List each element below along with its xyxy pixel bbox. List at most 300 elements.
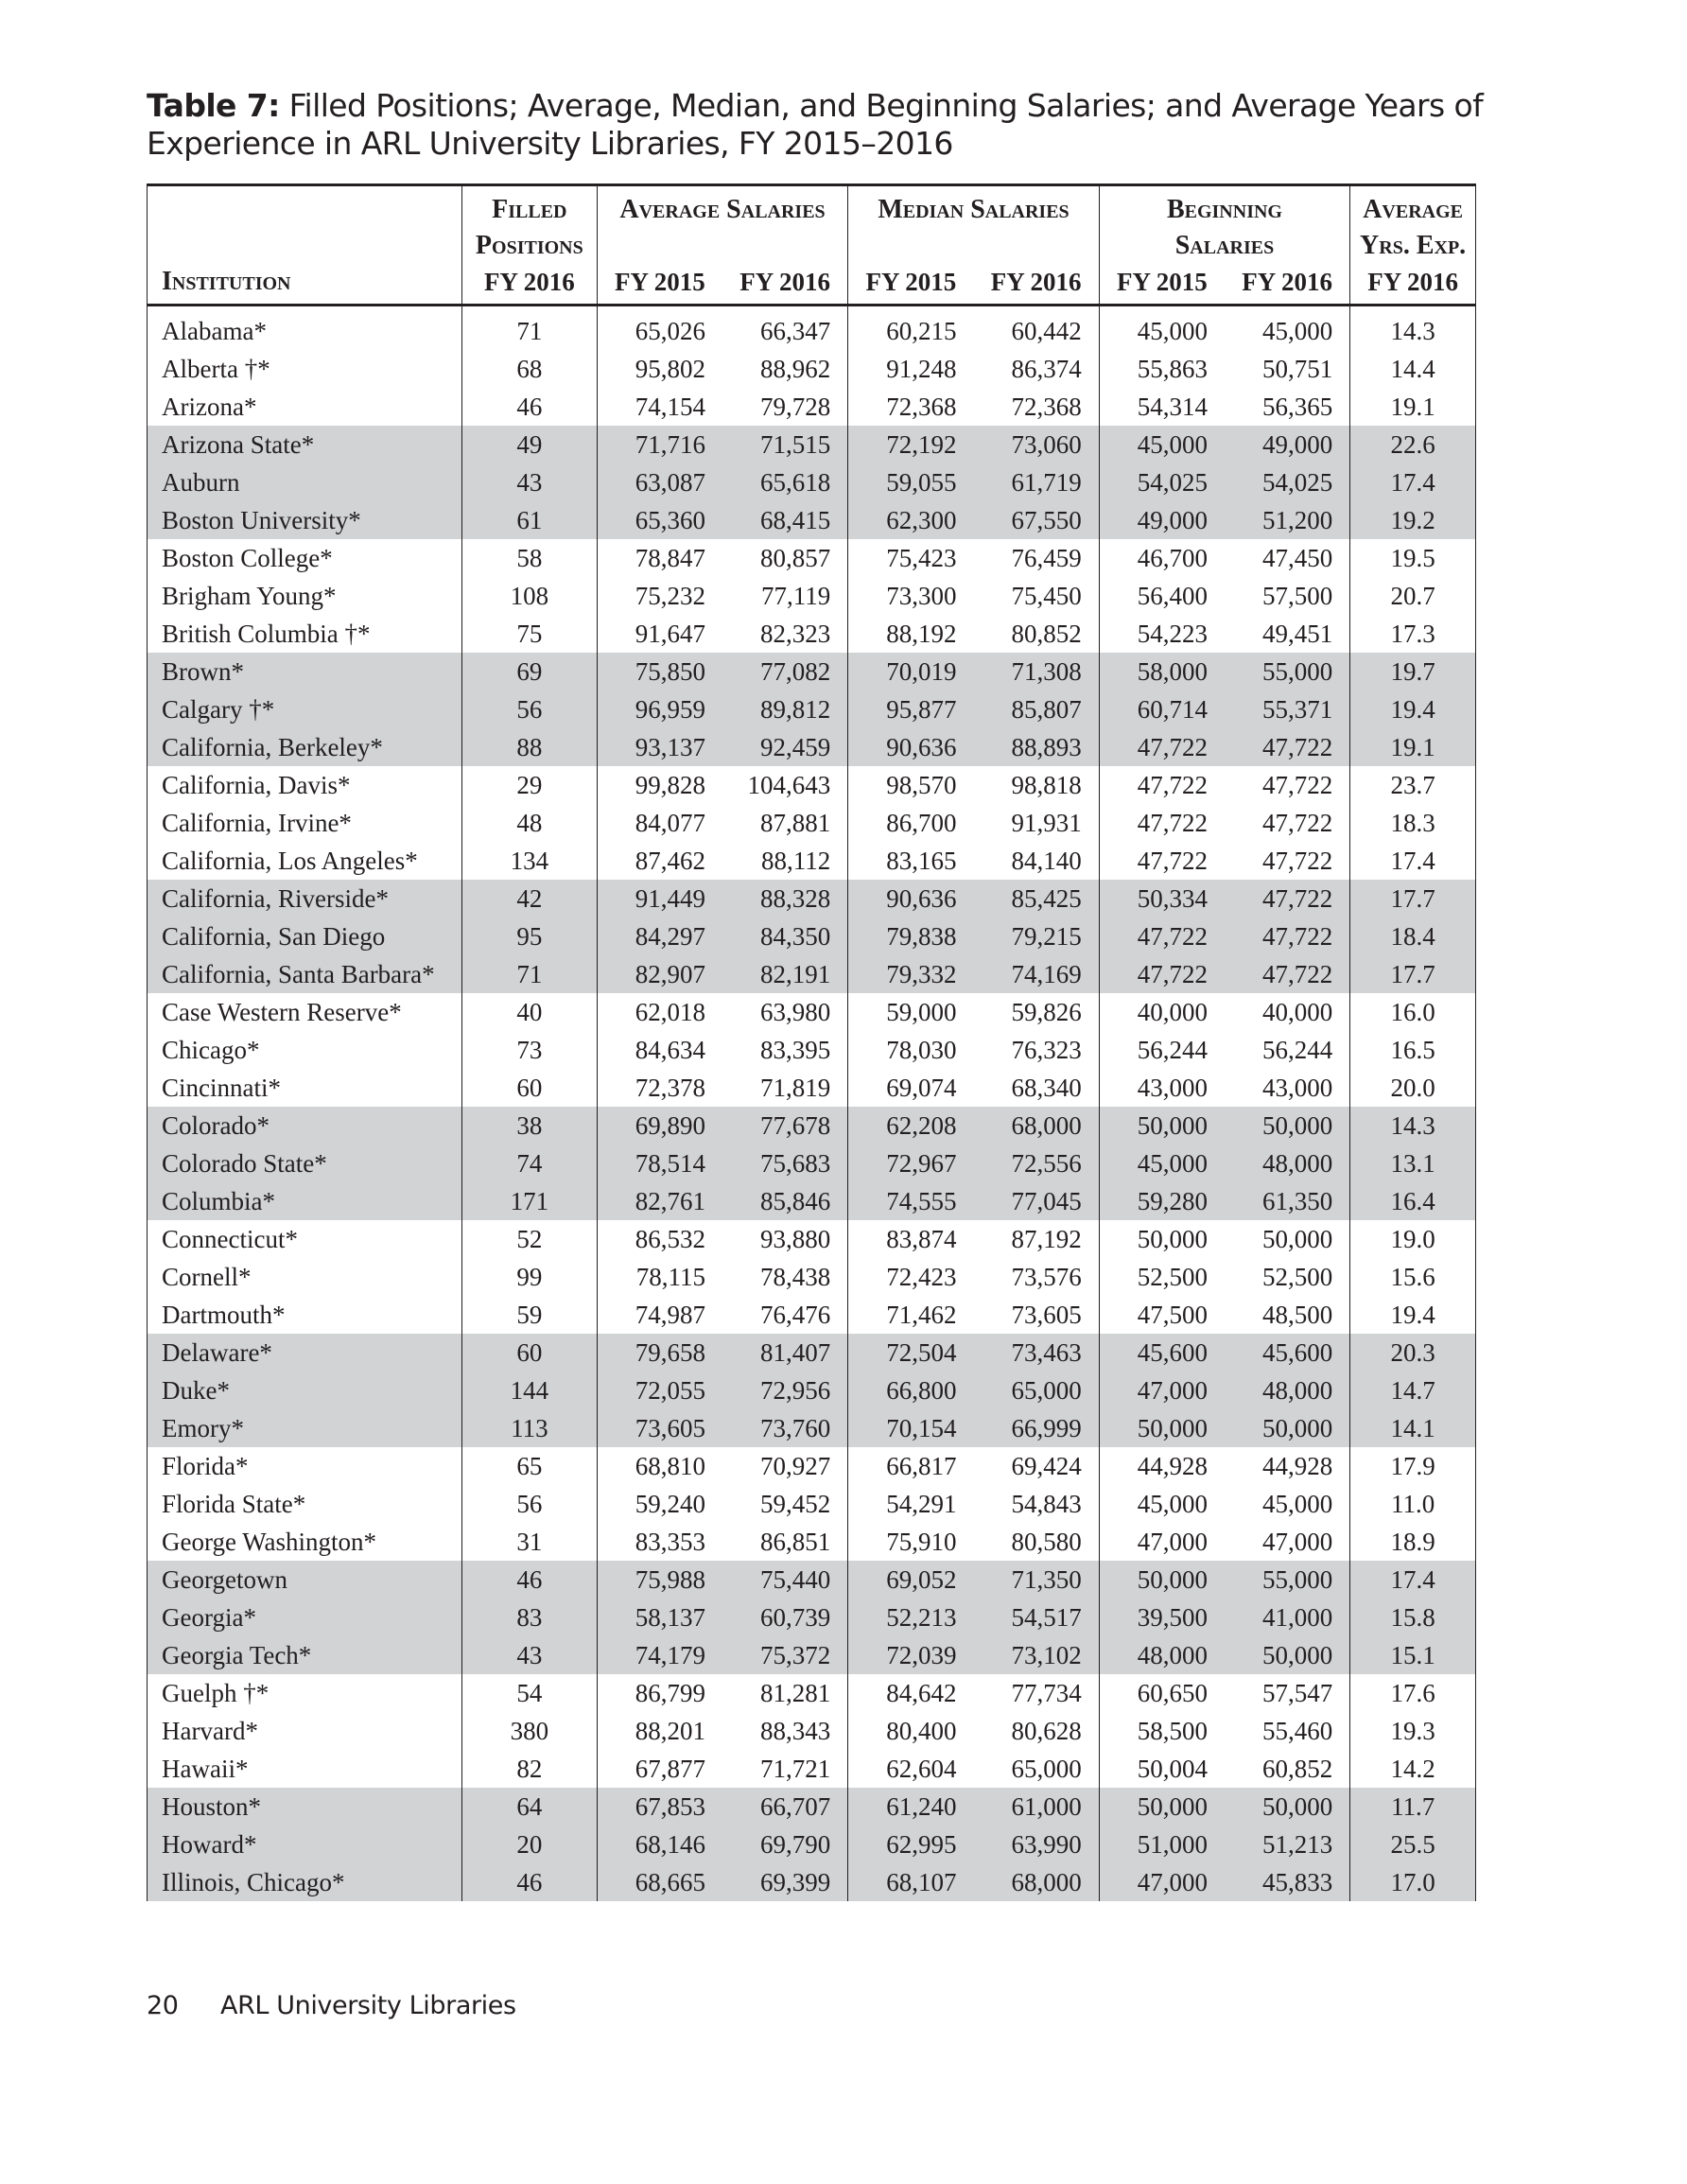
cell-avg-salary-2015: 87,462 <box>597 842 722 880</box>
cell-median-salary-2016: 67,550 <box>974 501 1100 539</box>
cell-beginning-salary-2016: 41,000 <box>1225 1599 1350 1636</box>
cell-avg-years-exp: 17.3 <box>1350 615 1476 653</box>
cell-institution: California, Irvine* <box>148 804 462 842</box>
cell-median-salary-2015: 62,604 <box>848 1750 974 1788</box>
cell-institution: California, Santa Barbara* <box>148 955 462 993</box>
table-row <box>148 1220 1476 1258</box>
table-row <box>148 577 1476 615</box>
cell-median-salary-2016: 73,576 <box>1011 1263 1082 1291</box>
cell-avg-salary-2016: 68,415 <box>722 501 848 539</box>
header-avg-fy2015: FY 2015 <box>597 264 722 306</box>
cell-median-salary-2016: 80,852 <box>1011 620 1082 648</box>
cell-median-salary-2015: 84,642 <box>848 1674 974 1712</box>
header-beg-fy2016: FY 2016 <box>1225 264 1350 306</box>
cell-beginning-salary-2015: 56,244 <box>1099 1031 1225 1069</box>
table-row <box>148 312 1476 350</box>
cell-avg-years-exp: 11.0 <box>1350 1485 1476 1523</box>
spacer-row <box>148 306 1476 313</box>
table-row <box>148 1826 1476 1863</box>
cell-institution: Calgary †* <box>148 690 462 728</box>
cell-avg-years-exp: 19.7 <box>1350 653 1476 690</box>
cell-beginning-salary-2015: 47,000 <box>1099 1523 1225 1561</box>
cell-avg-years-exp: 13.1 <box>1350 1144 1476 1182</box>
cell-avg-salary-2015: 82,907 <box>597 955 722 993</box>
cell-beginning-salary-2015: 47,722 <box>1099 917 1225 955</box>
cell-median-salary-2016: 73,102 <box>974 1636 1100 1674</box>
cell-beginning-salary-2016: 57,547 <box>1261 1679 1333 1707</box>
table-row <box>148 539 1476 577</box>
cell-median-salary-2015: 70,154 <box>848 1409 974 1447</box>
cell-avg-salary-2016: 88,962 <box>760 355 831 383</box>
cell-filled-positions: 60 <box>461 1334 597 1372</box>
table-row <box>148 690 1476 728</box>
cell-median-salary-2015: 69,052 <box>848 1561 974 1599</box>
table-row <box>148 1863 1476 1901</box>
cell-beginning-salary-2015: 50,000 <box>1099 1220 1225 1258</box>
cell-avg-salary-2015: 86,799 <box>597 1674 722 1712</box>
table-caption <box>147 87 1527 163</box>
cell-avg-years-exp: 18.3 <box>1350 804 1476 842</box>
cell-filled-positions: 46 <box>461 1561 597 1599</box>
header-avg-fy2016: FY 2016 <box>722 264 848 306</box>
cell-beginning-salary-2016: 51,213 <box>1225 1826 1350 1863</box>
cell-avg-years-exp: 18.9 <box>1350 1523 1476 1561</box>
header-median-blank <box>848 228 1099 264</box>
table-row <box>148 1296 1476 1334</box>
cell-median-salary-2015: 69,074 <box>848 1069 974 1107</box>
cell-median-salary-2015: 61,240 <box>848 1788 974 1826</box>
cell-institution: Alberta †* <box>148 350 462 388</box>
cell-beginning-salary-2016: 47,722 <box>1225 955 1350 993</box>
cell-beginning-salary-2016: 48,000 <box>1225 1372 1350 1409</box>
cell-avg-salary-2016: 59,452 <box>760 1490 831 1518</box>
cell-filled-positions: 113 <box>461 1409 597 1447</box>
cell-institution: Florida State* <box>148 1485 462 1523</box>
cell-beginning-salary-2016: 57,500 <box>1261 582 1333 610</box>
cell-beginning-salary-2015: 47,500 <box>1099 1296 1225 1334</box>
cell-median-salary-2016: 79,215 <box>974 917 1100 955</box>
cell-filled-positions: 134 <box>461 842 597 880</box>
cell-median-salary-2015: 72,967 <box>848 1144 974 1182</box>
table-row <box>148 1107 1476 1144</box>
cell-median-salary-2015: 71,462 <box>848 1296 974 1334</box>
cell-beginning-salary-2016: 61,350 <box>1225 1182 1350 1220</box>
cell-median-salary-2015: 72,423 <box>848 1258 974 1296</box>
cell-avg-salary-2016: 71,721 <box>760 1755 831 1783</box>
cell-avg-salary-2015: 93,137 <box>597 728 722 766</box>
cell-median-salary-2015: 59,000 <box>848 993 974 1031</box>
cell-filled-positions: 64 <box>461 1788 597 1826</box>
header-filled-line2: Positions <box>461 228 597 264</box>
cell-beginning-salary-2015: 45,000 <box>1099 1485 1225 1523</box>
cell-institution: Arizona* <box>148 388 462 426</box>
cell-filled-positions: 29 <box>461 766 597 804</box>
cell-median-salary-2016: 98,818 <box>1011 771 1082 799</box>
cell-median-salary-2016: 77,045 <box>974 1182 1100 1220</box>
cell-median-salary-2016: 54,843 <box>1011 1490 1082 1518</box>
table-row <box>148 426 1476 463</box>
cell-median-salary-2016: 60,442 <box>1011 317 1082 345</box>
cell-institution: California, Davis* <box>148 766 462 804</box>
cell-median-salary-2015: 66,800 <box>848 1372 974 1409</box>
cell-avg-salary-2016: 86,851 <box>760 1528 831 1556</box>
cell-beginning-salary-2016: 43,000 <box>1261 1074 1333 1102</box>
cell-beginning-salary-2016: 47,450 <box>1261 544 1333 572</box>
cell-avg-salary-2015: 68,810 <box>597 1447 722 1485</box>
cell-median-salary-2015: 79,838 <box>848 917 974 955</box>
cell-avg-salary-2016: 82,191 <box>722 955 848 993</box>
cell-avg-salary-2015: 58,137 <box>597 1599 722 1636</box>
cell-beginning-salary-2015: 49,000 <box>1099 501 1225 539</box>
cell-avg-salary-2016: 83,395 <box>760 1036 831 1064</box>
cell-beginning-salary-2016: 54,025 <box>1225 463 1350 501</box>
cell-filled-positions: 83 <box>461 1599 597 1636</box>
cell-beginning-salary-2015: 47,722 <box>1099 955 1225 993</box>
cell-avg-years-exp: 17.7 <box>1350 955 1476 993</box>
cell-median-salary-2015: 95,877 <box>848 690 974 728</box>
cell-avg-years-exp: 16.5 <box>1350 1031 1476 1069</box>
table-row <box>148 955 1476 993</box>
cell-filled-positions: 380 <box>461 1712 597 1750</box>
cell-avg-salary-2016: 88,328 <box>722 880 848 917</box>
cell-median-salary-2015: 72,504 <box>848 1334 974 1372</box>
cell-avg-salary-2015: 78,847 <box>597 539 722 577</box>
table-row <box>148 615 1476 653</box>
cell-beginning-salary-2016: 47,722 <box>1261 771 1333 799</box>
cell-beginning-salary-2015: 47,722 <box>1099 728 1225 766</box>
cell-avg-salary-2015: 95,802 <box>597 350 722 388</box>
cell-beginning-salary-2015: 52,500 <box>1099 1258 1225 1296</box>
cell-beginning-salary-2016: 55,000 <box>1225 653 1350 690</box>
spacer-cell <box>974 306 1100 313</box>
cell-filled-positions: 48 <box>461 804 597 842</box>
cell-avg-salary-2015: 78,514 <box>597 1144 722 1182</box>
cell-median-salary-2016: 61,000 <box>974 1788 1100 1826</box>
table-row <box>148 1599 1476 1636</box>
cell-avg-salary-2015: 74,987 <box>597 1296 722 1334</box>
header-institution-blank <box>148 185 462 229</box>
cell-avg-salary-2015: 72,055 <box>597 1372 722 1409</box>
cell-median-salary-2016: 72,556 <box>974 1144 1100 1182</box>
cell-beginning-salary-2016: 44,928 <box>1261 1452 1333 1480</box>
spacer-cell <box>722 306 848 313</box>
cell-median-salary-2016: 75,450 <box>1011 582 1082 610</box>
cell-avg-salary-2015: 86,532 <box>597 1220 722 1258</box>
header-beginning-line2: Salaries <box>1099 228 1349 264</box>
cell-beginning-salary-2015: 60,650 <box>1099 1674 1225 1712</box>
cell-median-salary-2015: 86,700 <box>848 804 974 842</box>
header-med-fy2016: FY 2016 <box>974 264 1100 306</box>
cell-avg-salary-2016: 77,119 <box>761 582 831 610</box>
table-row <box>148 1372 1476 1409</box>
cell-avg-years-exp: 19.2 <box>1350 501 1476 539</box>
cell-institution: Colorado* <box>148 1107 462 1144</box>
cell-beginning-salary-2016: 50,000 <box>1225 1409 1350 1447</box>
cell-median-salary-2016: 77,734 <box>1011 1679 1082 1707</box>
cell-avg-salary-2015: 62,018 <box>597 993 722 1031</box>
cell-beginning-salary-2016: 40,000 <box>1261 998 1333 1026</box>
cell-filled-positions: 43 <box>461 463 597 501</box>
header-median-salaries: Median Salaries <box>848 185 1099 229</box>
cell-median-salary-2015: 60,215 <box>848 312 974 350</box>
cell-institution: Case Western Reserve* <box>148 993 462 1031</box>
cell-avg-years-exp: 17.4 <box>1350 842 1476 880</box>
spacer-cell <box>1350 306 1476 313</box>
cell-institution: Connecticut* <box>148 1220 462 1258</box>
cell-beginning-salary-2016: 55,371 <box>1225 690 1350 728</box>
cell-median-salary-2016: 61,719 <box>974 463 1100 501</box>
cell-median-salary-2015: 90,636 <box>848 728 974 766</box>
cell-avg-years-exp: 20.3 <box>1350 1334 1476 1372</box>
cell-beginning-salary-2015: 45,000 <box>1099 312 1225 350</box>
cell-beginning-salary-2015: 45,000 <box>1099 1144 1225 1182</box>
header-filled-line1: Filled <box>461 185 597 229</box>
cell-beginning-salary-2016: 51,200 <box>1225 501 1350 539</box>
cell-institution: Auburn <box>148 463 462 501</box>
cell-avg-years-exp: 19.4 <box>1350 1296 1476 1334</box>
table-row <box>148 842 1476 880</box>
cell-institution: Illinois, Chicago* <box>148 1863 462 1901</box>
cell-institution: Brown* <box>148 653 462 690</box>
cell-beginning-salary-2015: 56,400 <box>1099 577 1225 615</box>
cell-beginning-salary-2016: 47,722 <box>1225 728 1350 766</box>
cell-institution: Arizona State* <box>148 426 462 463</box>
cell-median-salary-2015: 79,332 <box>848 955 974 993</box>
cell-institution: Howard* <box>148 1826 462 1863</box>
header-institution-blank-2 <box>148 228 462 264</box>
cell-avg-salary-2016: 92,459 <box>722 728 848 766</box>
cell-avg-salary-2015: 68,665 <box>597 1863 722 1901</box>
table-row <box>148 1788 1476 1826</box>
cell-avg-salary-2015: 78,115 <box>597 1258 722 1296</box>
spacer-cell <box>461 306 597 313</box>
header-avg-exp-line2: Yrs. Exp. <box>1350 228 1476 264</box>
cell-avg-salary-2016: 63,980 <box>760 998 831 1026</box>
table-row <box>148 1485 1476 1523</box>
cell-institution: Houston* <box>148 1788 462 1826</box>
spacer-cell <box>597 306 722 313</box>
cell-avg-salary-2016: 89,812 <box>722 690 848 728</box>
header-med-fy2015: FY 2015 <box>848 264 974 306</box>
cell-median-salary-2015: 72,039 <box>848 1636 974 1674</box>
table-row <box>148 388 1476 426</box>
table-row <box>148 1258 1476 1296</box>
cell-beginning-salary-2015: 54,314 <box>1099 388 1225 426</box>
cell-beginning-salary-2015: 47,722 <box>1099 804 1225 842</box>
header-average-blank <box>597 228 847 264</box>
cell-avg-salary-2015: 83,353 <box>597 1523 722 1561</box>
cell-filled-positions: 95 <box>461 917 597 955</box>
cell-median-salary-2015: 83,874 <box>848 1220 974 1258</box>
cell-median-salary-2016: 69,424 <box>1011 1452 1082 1480</box>
cell-avg-years-exp: 20.0 <box>1350 1069 1476 1107</box>
cell-median-salary-2016: 80,628 <box>1011 1717 1082 1745</box>
cell-avg-salary-2015: 79,658 <box>597 1334 722 1372</box>
table-row <box>148 1069 1476 1107</box>
cell-median-salary-2015: 62,995 <box>848 1826 974 1863</box>
cell-avg-salary-2015: 67,853 <box>597 1788 722 1826</box>
cell-institution: Chicago* <box>148 1031 462 1069</box>
cell-beginning-salary-2015: 40,000 <box>1099 993 1225 1031</box>
cell-avg-salary-2016: 75,683 <box>722 1144 848 1182</box>
cell-filled-positions: 69 <box>461 653 597 690</box>
table-row <box>148 1561 1476 1599</box>
cell-institution: California, Riverside* <box>148 880 462 917</box>
table-row <box>148 917 1476 955</box>
cell-beginning-salary-2016: 45,600 <box>1225 1334 1350 1372</box>
cell-institution: Columbia* <box>148 1182 462 1220</box>
cell-avg-years-exp: 14.3 <box>1350 1107 1476 1144</box>
cell-institution: Boston College* <box>148 539 462 577</box>
cell-median-salary-2015: 88,192 <box>848 615 974 653</box>
cell-beginning-salary-2015: 59,280 <box>1099 1182 1225 1220</box>
cell-beginning-salary-2015: 47,722 <box>1099 766 1225 804</box>
cell-beginning-salary-2015: 50,004 <box>1099 1750 1225 1788</box>
header-filled-year: FY 2016 <box>461 264 597 306</box>
cell-avg-salary-2016: 60,739 <box>722 1599 848 1636</box>
cell-filled-positions: 38 <box>461 1107 597 1144</box>
cell-beginning-salary-2016: 47,722 <box>1261 809 1333 837</box>
cell-median-salary-2015: 66,817 <box>848 1447 974 1485</box>
cell-institution: Georgia* <box>148 1599 462 1636</box>
cell-avg-salary-2016: 84,350 <box>722 917 848 955</box>
table-row <box>148 993 1476 1031</box>
cell-beginning-salary-2016: 47,722 <box>1261 847 1333 875</box>
spacer-cell <box>1099 306 1225 313</box>
cell-median-salary-2015: 98,570 <box>848 766 974 804</box>
cell-beginning-salary-2016: 52,500 <box>1261 1263 1333 1291</box>
cell-institution: Alabama* <box>148 312 462 350</box>
cell-avg-years-exp: 15.1 <box>1350 1636 1476 1674</box>
cell-beginning-salary-2016: 49,000 <box>1225 426 1350 463</box>
publication-title: ARL University Libraries <box>220 1991 516 2020</box>
cell-median-salary-2015: 59,055 <box>848 463 974 501</box>
cell-avg-salary-2016: 88,343 <box>760 1717 831 1745</box>
cell-avg-salary-2016: 104,643 <box>747 771 831 799</box>
cell-avg-years-exp: 22.6 <box>1350 426 1476 463</box>
cell-institution: Georgia Tech* <box>148 1636 462 1674</box>
cell-avg-salary-2016: 87,881 <box>760 809 831 837</box>
header-institution: Institution <box>148 264 462 306</box>
cell-avg-years-exp: 17.7 <box>1350 880 1476 917</box>
cell-institution: Emory* <box>148 1409 462 1447</box>
cell-median-salary-2016: 72,368 <box>1011 393 1082 421</box>
cell-median-salary-2016: 73,605 <box>1011 1301 1082 1329</box>
cell-median-salary-2016: 74,169 <box>974 955 1100 993</box>
table-row <box>148 463 1476 501</box>
cell-institution: Harvard* <box>148 1712 462 1750</box>
cell-avg-salary-2015: 99,828 <box>597 766 722 804</box>
cell-median-salary-2015: 83,165 <box>848 842 974 880</box>
header-beg-fy2015: FY 2015 <box>1099 264 1225 306</box>
table-body <box>148 306 1476 1902</box>
cell-avg-salary-2016: 69,399 <box>722 1863 848 1901</box>
cell-avg-salary-2016: 77,678 <box>722 1107 848 1144</box>
cell-filled-positions: 144 <box>461 1372 597 1409</box>
cell-institution: Cincinnati* <box>148 1069 462 1107</box>
cell-avg-salary-2015: 72,378 <box>597 1069 722 1107</box>
table-row <box>148 1636 1476 1674</box>
cell-institution: Guelph †* <box>148 1674 462 1712</box>
cell-filled-positions: 56 <box>461 1485 597 1523</box>
cell-beginning-salary-2016: 56,244 <box>1261 1036 1333 1064</box>
table-row <box>148 1750 1476 1788</box>
cell-beginning-salary-2015: 50,000 <box>1099 1561 1225 1599</box>
cell-filled-positions: 46 <box>461 388 597 426</box>
cell-beginning-salary-2015: 43,000 <box>1099 1069 1225 1107</box>
cell-median-salary-2016: 63,990 <box>974 1826 1100 1863</box>
cell-avg-salary-2015: 75,988 <box>597 1561 722 1599</box>
cell-institution: British Columbia †* <box>148 615 462 653</box>
cell-institution: Cornell* <box>148 1258 462 1296</box>
cell-median-salary-2016: 84,140 <box>1011 847 1082 875</box>
salary-table-container <box>147 183 1476 1901</box>
cell-median-salary-2015: 75,423 <box>848 539 974 577</box>
cell-beginning-salary-2015: 50,000 <box>1099 1788 1225 1826</box>
cell-avg-salary-2016: 93,880 <box>760 1225 831 1253</box>
cell-avg-years-exp: 16.0 <box>1350 993 1476 1031</box>
cell-filled-positions: 42 <box>461 880 597 917</box>
cell-avg-salary-2016: 80,857 <box>760 544 831 572</box>
cell-beginning-salary-2015: 58,000 <box>1099 653 1225 690</box>
cell-institution: Brigham Young* <box>148 577 462 615</box>
cell-filled-positions: 171 <box>461 1182 597 1220</box>
header-avg-exp-line1: Average <box>1350 185 1476 229</box>
cell-beginning-salary-2015: 54,025 <box>1099 463 1225 501</box>
cell-avg-salary-2016: 81,407 <box>722 1334 848 1372</box>
cell-beginning-salary-2015: 48,000 <box>1099 1636 1225 1674</box>
cell-avg-salary-2016: 66,347 <box>760 317 831 345</box>
cell-institution: Delaware* <box>148 1334 462 1372</box>
cell-avg-salary-2016: 77,082 <box>722 653 848 690</box>
cell-avg-salary-2015: 69,890 <box>597 1107 722 1144</box>
cell-avg-years-exp: 14.1 <box>1350 1409 1476 1447</box>
cell-filled-positions: 71 <box>461 312 597 350</box>
cell-avg-salary-2015: 65,026 <box>597 312 722 350</box>
cell-median-salary-2016: 68,000 <box>974 1107 1100 1144</box>
cell-median-salary-2016: 68,000 <box>974 1863 1100 1901</box>
table-row <box>148 804 1476 842</box>
cell-median-salary-2015: 91,248 <box>848 350 974 388</box>
table-row <box>148 1447 1476 1485</box>
cell-median-salary-2015: 74,555 <box>848 1182 974 1220</box>
cell-median-salary-2016: 91,931 <box>1011 809 1082 837</box>
cell-beginning-salary-2016: 47,000 <box>1261 1528 1333 1556</box>
cell-median-salary-2016: 87,192 <box>1011 1225 1082 1253</box>
cell-median-salary-2016: 66,999 <box>974 1409 1100 1447</box>
cell-avg-salary-2015: 84,077 <box>597 804 722 842</box>
cell-median-salary-2015: 68,107 <box>848 1863 974 1901</box>
cell-avg-years-exp: 14.3 <box>1350 312 1476 350</box>
cell-avg-salary-2015: 82,761 <box>597 1182 722 1220</box>
cell-avg-years-exp: 25.5 <box>1350 1826 1476 1863</box>
cell-filled-positions: 73 <box>461 1031 597 1069</box>
cell-median-salary-2015: 72,368 <box>848 388 974 426</box>
cell-filled-positions: 60 <box>461 1069 597 1107</box>
cell-institution: California, Los Angeles* <box>148 842 462 880</box>
cell-median-salary-2015: 90,636 <box>848 880 974 917</box>
cell-avg-salary-2016: 65,618 <box>722 463 848 501</box>
cell-beginning-salary-2015: 45,600 <box>1099 1334 1225 1372</box>
cell-beginning-salary-2016: 56,365 <box>1261 393 1333 421</box>
cell-beginning-salary-2015: 54,223 <box>1099 615 1225 653</box>
cell-beginning-salary-2016: 50,000 <box>1225 1636 1350 1674</box>
cell-avg-salary-2015: 75,232 <box>597 577 722 615</box>
cell-avg-years-exp: 17.9 <box>1350 1447 1476 1485</box>
cell-avg-years-exp: 15.6 <box>1350 1258 1476 1296</box>
salary-table <box>147 183 1476 1901</box>
cell-avg-years-exp: 16.4 <box>1350 1182 1476 1220</box>
